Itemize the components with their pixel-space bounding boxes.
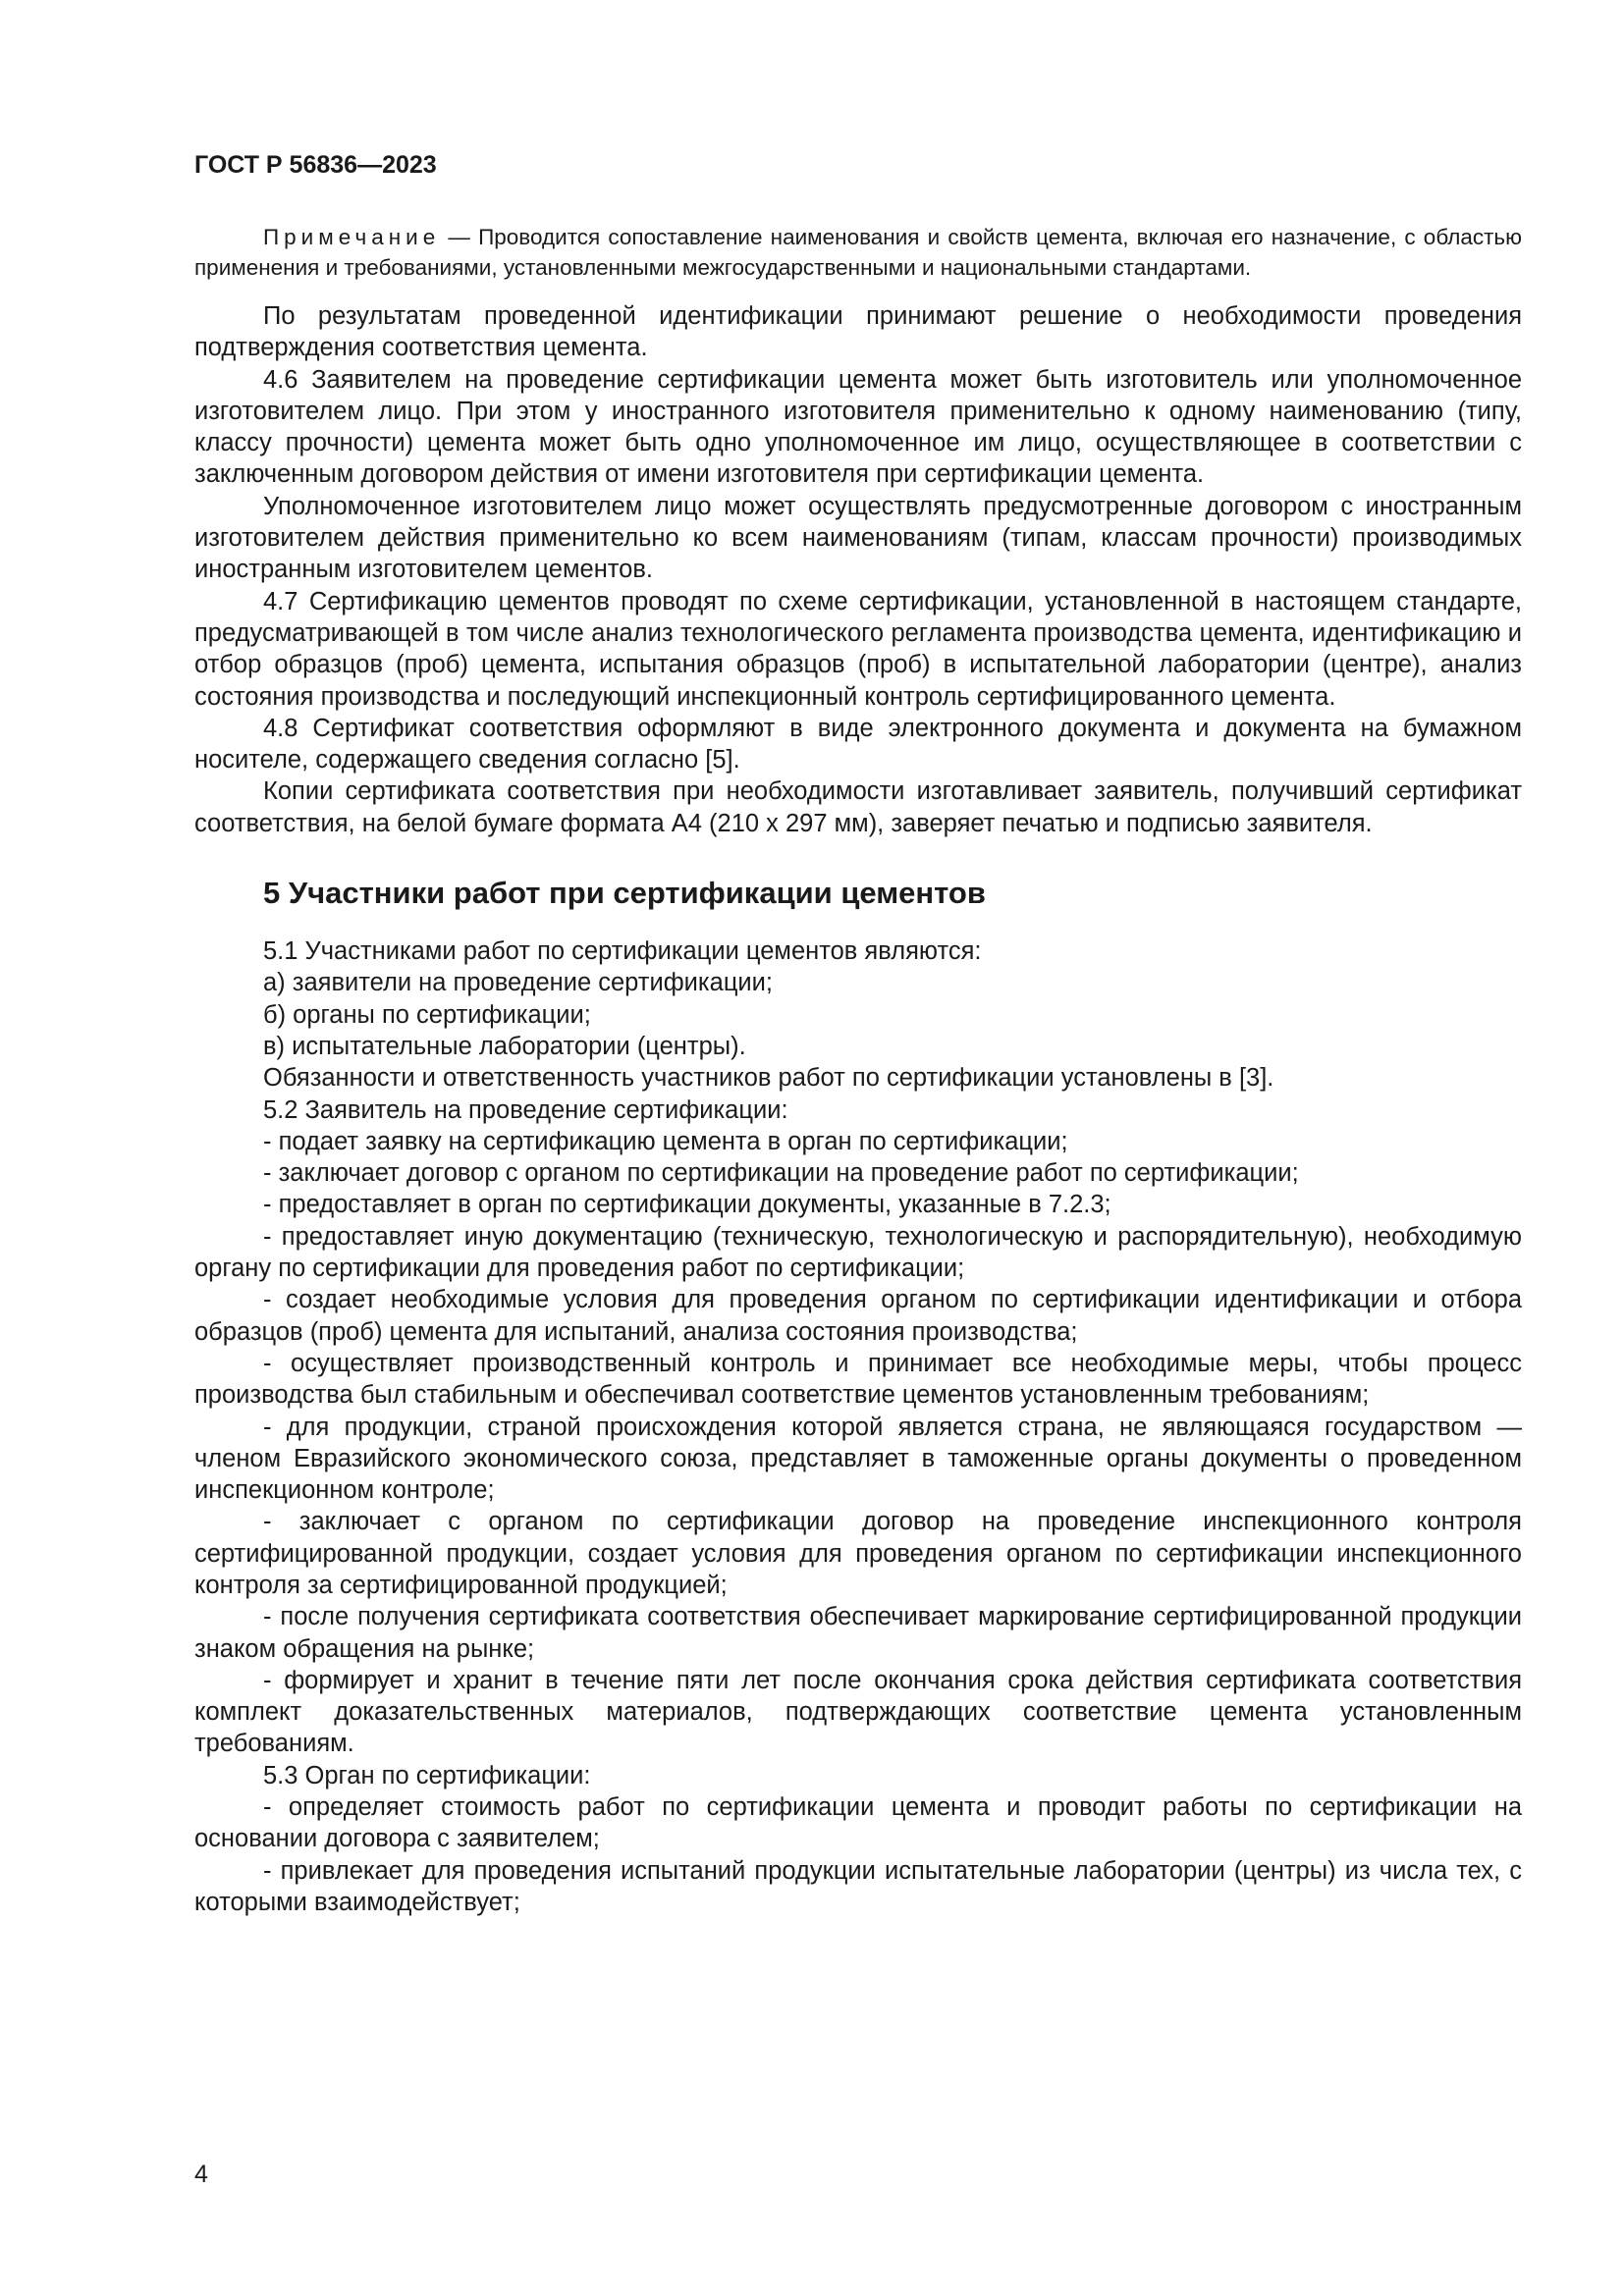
list-item: - подает заявку на сертификацию цемента в орган по сертификации;	[263, 1127, 1068, 1155]
note-text: — Проводится сопоставление наименования и свойств цемента, включая его назначение, с областью применения и требованиями, установленными межгосударственными и национальными стандартами.	[194, 225, 1522, 280]
list-item: - формирует и хранит в течение пяти лет после окончания срока действия сертификата соответствия комплект доказательственных материалов, подтверждающих соответствие цемента установленным требованиям.	[194, 1666, 1522, 1758]
paragraph: По результатам проведенной идентификации принимают решение о необходимости проведения подтверждения соответствия цемента.	[194, 302, 1522, 362]
section-title: 5 Участники работ при сертификации цементов	[263, 876, 986, 911]
list-item: - заключает договор с органом по сертификации на проведение работ по сертификации;	[263, 1159, 1299, 1188]
document-code-header: ГОСТ Р 56836—2023	[194, 151, 437, 179]
list-item: - для продукции, страной происхождения которой является страна, не являющаяся государством — членом Евразийского экономического союза, представляет в таможенные органы документы о проведенном инспекционном контроле;	[194, 1413, 1522, 1505]
paragraph: Обязанности и ответственность участников работ по сертификации установлены в [3].	[263, 1064, 1274, 1093]
paragraph: 5.1 Участниками работ по сертификации цементов являются:	[263, 937, 982, 966]
list-item: а) заявители на проведение сертификации;	[263, 969, 774, 997]
list-item: - предоставляет иную документацию (техническую, технологическую и распорядительную), необходимую органу по сертификации для проведения работ по сертификации;	[194, 1222, 1522, 1283]
list-item: - создает необходимые условия для проведения органом по сертификации идентификации и отбора образцов (проб) цемента для испытаний, анализа состояния производства;	[194, 1286, 1522, 1346]
list-item: б) органы по сертификации;	[263, 1000, 591, 1029]
paragraph: 4.6 Заявителем на проведение сертификации цемента может быть изготовитель или уполномоченное изготовителем лицо. При этом у иностранного изготовителя применительно к одному наименованию (типу, классу прочности) цемента может быть одно уполномоченное им лицо, осуществляющее в соответствии с заключенным договором действия от имени изготовителя при сертификации цемента.	[194, 365, 1522, 489]
paragraph: 5.3 Орган по сертификации:	[263, 1761, 591, 1789]
list-item: - привлекает для проведения испытаний продукции испытательные лаборатории (центры) из числа тех, с которыми взаимодействует;	[194, 1856, 1522, 1916]
document-page	[194, 0, 1522, 2296]
list-item: - после получения сертификата соответствия обеспечивает маркирование сертифицированной продукции знаком обращения на рынке;	[194, 1603, 1522, 1663]
list-item: - определяет стоимость работ по сертификации цемента и проводит работы по сертификации на основании договора с заявителем;	[194, 1793, 1522, 1853]
list-item: - осуществляет производственный контроль и принимает все необходимые меры, чтобы процесс производства был стабильным и обеспечивал соответствие цементов установленным требованиям;	[194, 1349, 1522, 1410]
list-item: - заключает с органом по сертификации договор на проведение инспекционного контроля сертифицированной продукции, создает условия для проведения органом по сертификации инспекционного контроля за сертифицированной продукцией;	[194, 1508, 1522, 1599]
page-number: 4	[194, 2161, 208, 2188]
paragraph: 5.2 Заявитель на проведение сертификации:	[263, 1095, 788, 1124]
paragraph: Уполномоченное изготовителем лицо может осуществлять предусмотренные договором с иностранным изготовителем действия применительно ко всем наименованиям (типам, классам прочности) производимых иностранным изготовителем цементов.	[194, 492, 1522, 584]
note-paragraph	[194, 222, 1522, 283]
paragraph: Копии сертификата соответствия при необходимости изготавливает заявитель, получивший сертификат соответствия, на белой бумаге формата А4 (210 х 297 мм), заверяет печатью и подписью заявителя.	[194, 777, 1522, 837]
paragraph: 4.7 Сертификацию цементов проводят по схеме сертификации, установленной в настоящем стандарте, предусматривающей в том числе анализ технологического регламента производства цемента, идентификацию и отбор образцов (проб) цемента, испытания образцов (проб) в испытательной лаборатории (центре), анализ состояния производства и последующий инспекционный контроль сертифицированного цемента.	[194, 587, 1522, 711]
document-body	[194, 222, 1522, 1918]
paragraph: 4.8 Сертификат соответствия оформляют в виде электронного документа и документа на бумажном носителе, содержащего сведения согласно [5].	[194, 714, 1522, 774]
note-label: Примечание	[263, 225, 441, 249]
list-item: в) испытательные лаборатории (центры).	[263, 1032, 746, 1060]
list-item: - предоставляет в орган по сертификации документы, указанные в 7.2.3;	[263, 1191, 1111, 1219]
